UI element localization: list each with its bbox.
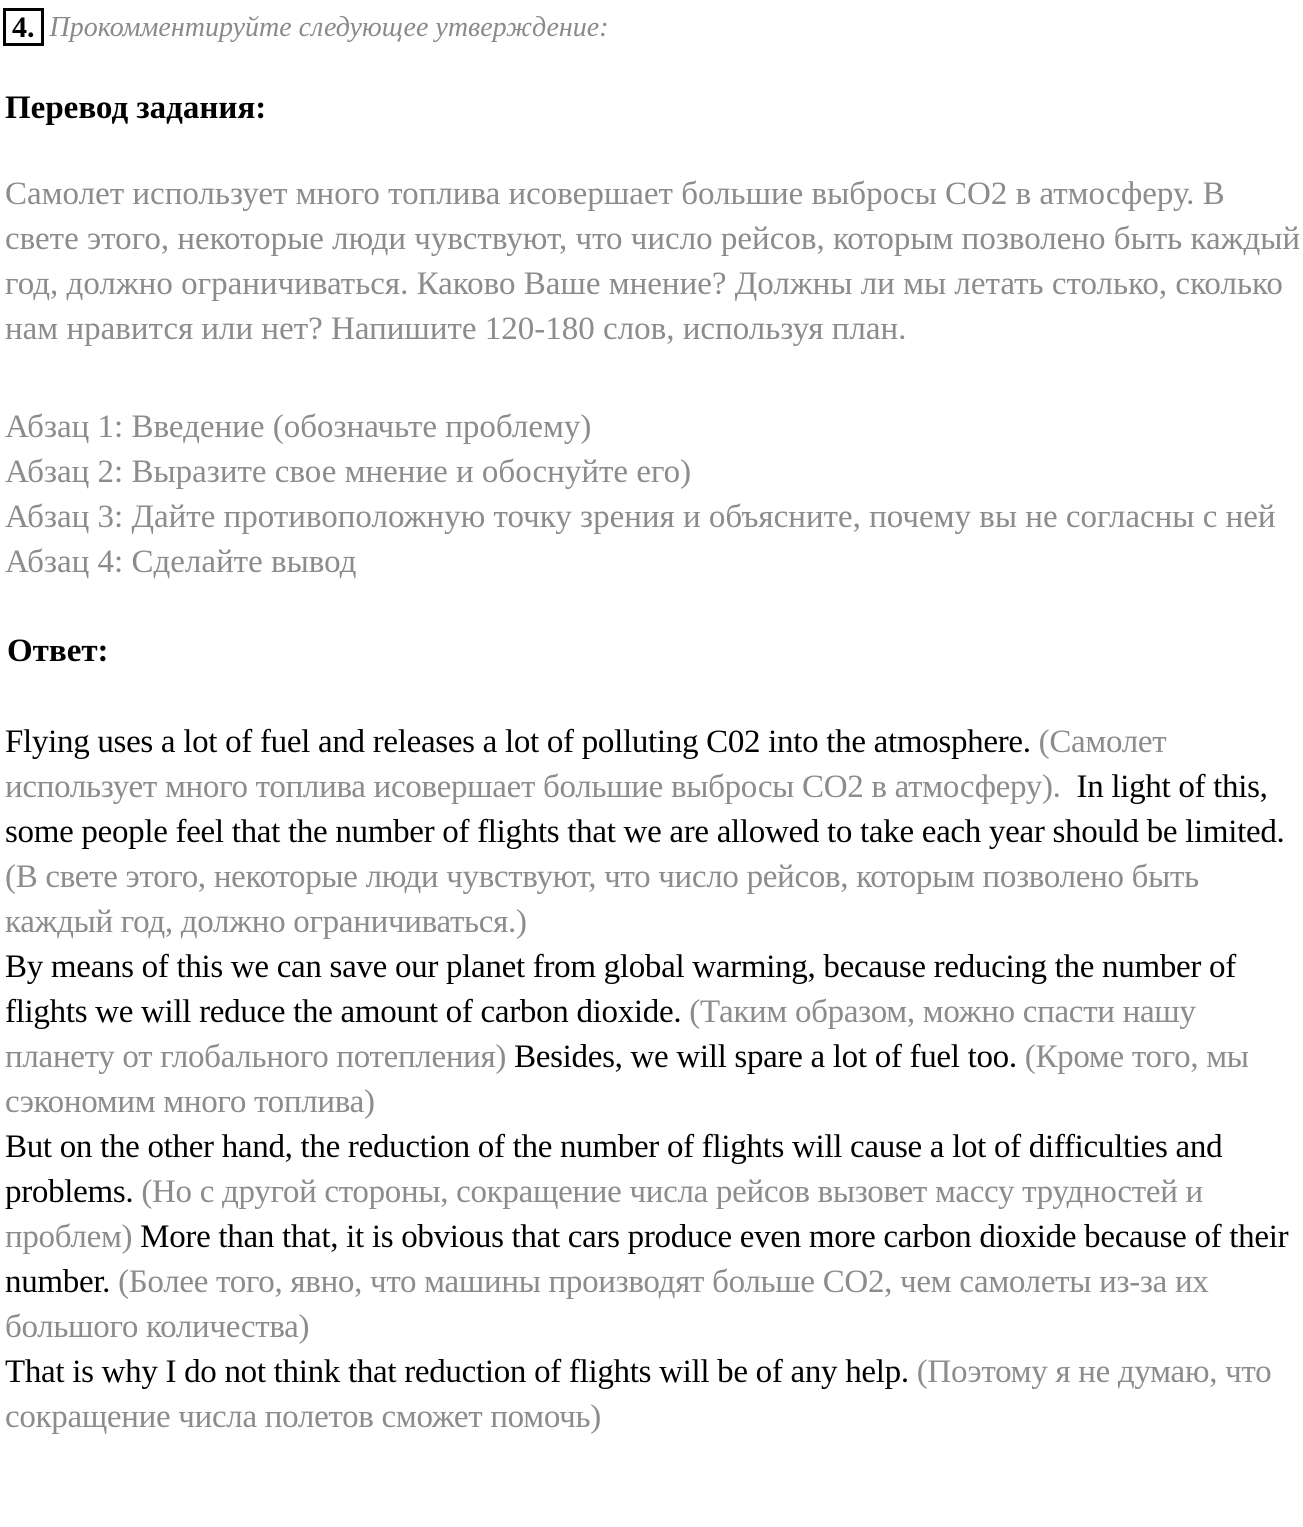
answer-paragraph-3 <box>5 1125 1301 1350</box>
plan-item-1: Абзац 1: Введение (обозначьте проблему) <box>5 409 592 445</box>
task-header <box>5 8 609 48</box>
russian-translation: (Самолет использует много топлива исовершает большие выбросы CO2 в атмосферу). <box>5 724 1167 805</box>
answer-paragraph-2 <box>5 945 1301 1125</box>
english-sentence: In light of this, some people feel that the number of flights that we are allowed to take each year should be limited. <box>5 769 1285 850</box>
english-sentence: But on the other hand, the reduction of the number of flights will cause a lot of difficulties and problems. <box>5 1129 1223 1210</box>
plan-item-3: Абзац 3: Дайте противоположную точку зрения и объясните, почему вы не согласны с ней <box>5 499 1276 535</box>
english-sentence: Flying uses a lot of fuel and releases a lot of polluting C02 into the atmosphere. <box>5 724 1031 760</box>
task-instruction: Прокомментируйте следующее утверждение: <box>49 12 609 43</box>
answer-heading: Ответ: <box>7 633 109 669</box>
russian-translation: (Поэтому я не думаю, что сокращение числа полетов сможет помочь) <box>5 1354 1272 1435</box>
russian-translation: (Но с другой стороны, сокращение числа рейсов вызовет массу трудностей и проблем) <box>5 1174 1203 1255</box>
russian-translation: (В свете этого, некоторые люди чувствуют, что число рейсов, которым позволено быть каждый год, должно ограничиваться.) <box>5 859 1199 940</box>
english-sentence: More than that, it is obvious that cars produce even more carbon dioxide because of their number. <box>5 1219 1289 1300</box>
answer-paragraph-4 <box>5 1350 1301 1440</box>
russian-translation: (Кроме того, мы сэкономим много топлива) <box>5 1039 1249 1120</box>
english-sentence: Besides, we will spare a lot of fuel too. <box>514 1039 1017 1075</box>
task-text: Самолет использует много топлива исовершает большие выбросы CO2 в атмосферу. В свете этого, некоторые люди чувствуют, что число рейсов, которым позволено быть каждый год, должно ограничиваться. Каково Ваше мнение? Должны ли мы летать столько, сколько нам нравится или нет? Напишите 120-180 слов, используя план. <box>5 176 1301 347</box>
russian-translation: (Таким образом, можно спасти нашу планету от глобального потепления) <box>5 994 1196 1075</box>
answer-essay <box>5 720 1301 1440</box>
english-sentence: That is why I do not think that reduction of flights will be of any help. <box>5 1354 909 1390</box>
answer-paragraph-1 <box>5 720 1301 945</box>
plan-item-4: Абзац 4: Сделайте вывод <box>5 544 357 580</box>
essay-plan <box>5 405 1301 585</box>
english-sentence: By means of this we can save our planet from global warming, because reducing the number of flights we will reduce the amount of carbon dioxide. <box>5 949 1236 1030</box>
plan-item-2: Абзац 2: Выразите свое мнение и обоснуйте его) <box>5 454 692 490</box>
translation-heading: Перевод задания: <box>5 90 267 126</box>
task-number-box: 4. <box>3 8 44 46</box>
russian-translation: (Более того, явно, что машины производят больше CO2, чем самолеты из-за их большого количества) <box>5 1264 1209 1345</box>
